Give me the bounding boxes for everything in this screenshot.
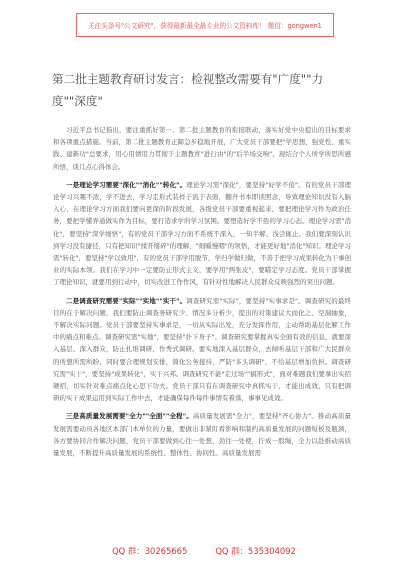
- footer-qq-group-1: QQ 群：30265665: [112, 546, 188, 556]
- footer-qq-group-2: QQ 群：535304092: [215, 546, 296, 556]
- section-heading: 一是理论学习需要"深化""消化""转化"。: [66, 180, 187, 189]
- section-heading: 二是调查研究需要"实际""实地""实干"。: [66, 296, 187, 305]
- section-heading: 三是高质量发展需要"全力""全面""全程"。: [66, 412, 193, 421]
- footer: [0, 545, 408, 557]
- intro-paragraph: 习近平总书记指出，要注重抓好第一、第二批主题教育的衔接联动，落实好党中央提出的目标要求和各项重点措施。当前，第二批主题教育正蹄急步稳地开展，广大党员干部要把"学思想、强党性、重实践、建新功"总要求，用心用情用力贯彻于主题教育"进行由"的"后半场交响"，现结合个人所学所思所感所悟，谈几点心得体会。: [53, 126, 351, 171]
- section-paragraph: [53, 179, 351, 289]
- section-body: 调查研究需"实际"，要坚持"实事求是"。调查研究的最终目的在于解决问题，我们要防止调查务研究少、情况多分析少，提出的对策建议大而化之、空洞抽象，不解决实际问题。党员干部要坚持实事求是，一切从实际出发，充分发挥作用，主动帮助基层化解工作中的痛点和难点。调查研究需"实地"，要坚持"扑下身子"。调查研究要掌握真实全面有效的信息，就要深入基层、深入群众，防止扎堆调研，作秀式调研。要实地深入基层群众，去倾听基层干部和广大民群众的所想所需所盼，同时要合理规划安排，简化公务接待，严防"多头调研"，不给基层增加负担。调查研究需"实干"，要坚持"成果转化"，实干兴邦。调查研究不能"走过场""搞形式"，面对难题我们要拿出实招硬招，切实针对难点痛点化心思下功夫。党员干部只有在调查研究中真抓实干，才能出成效，只有把调研的实干成果运用到实际工作中去，才能确保每件每件事情有着落，事事见成效。: [53, 296, 351, 403]
- header-banner: [76, 13, 334, 37]
- section-paragraph: [53, 410, 351, 459]
- banner-text: 关注头条号"公文研究"，获得最新最全最专业的公文资料库！ 微信：gongwen1: [88, 22, 322, 30]
- section-body: 理论学习需"深化"，要坚持"好学不倦"。有的党员干部理论学习兴趣不浓，学不进去，学习走形式装样子流于表面，翻开书本即读照念，导致理论知识没有入脑入心，在理论学习方面我们要向更深的阶段发展，各级党员干部要重视起来，要把理论学习作为政治任务，要把学懂弄通做实作为目标，要打造求学的学习氛围。要塑造好学不倦的学习心态。理论学习需"消化"，要坚持"深学细悟"，有的党员干部学习方面不系统不深入，一知半解、浅尝辄止。我们要深刻认识到学习没有捷径，只有把知识"揉开掰碎"的理解，"细嚼慢咽"的领悟，才能更好地"消化"知识。理论学习需"转化"，要坚持"学以致用"，有的党员干部学用脱节，学归学做归做，不善于把学习成果转化为干事创业的实际本领。我们在学习中一定要防止形式主义，要学用"两张皮"，要瞄定学习态度。党员干部掌握了理论知识，就要用到行动中，切实改进工作作风，有针对性地解决人民群众反映强烈的突出问题。: [53, 180, 351, 287]
- section-body: 高质量发展需"全力"，要坚持"齐心协力"。推动高质量发展需要动员各地区本部门本单位的力量，要做出非紧盯看影响和制约高质量发展的问题短板及瓶颈，各方要协同合作解决问题，党员干部要做到心往一处想、劲往一处使，拧成一股绳，全力以赴推动高质量发展，不断提升高质量发展的系统性、整体性、协同性。高质量发展需: [53, 412, 351, 458]
- section-paragraph: [53, 295, 351, 405]
- document-body: [53, 124, 351, 465]
- document-title: 第二批主题教育研讨发言：检视整改需要有"广度""力度""深度": [52, 72, 324, 108]
